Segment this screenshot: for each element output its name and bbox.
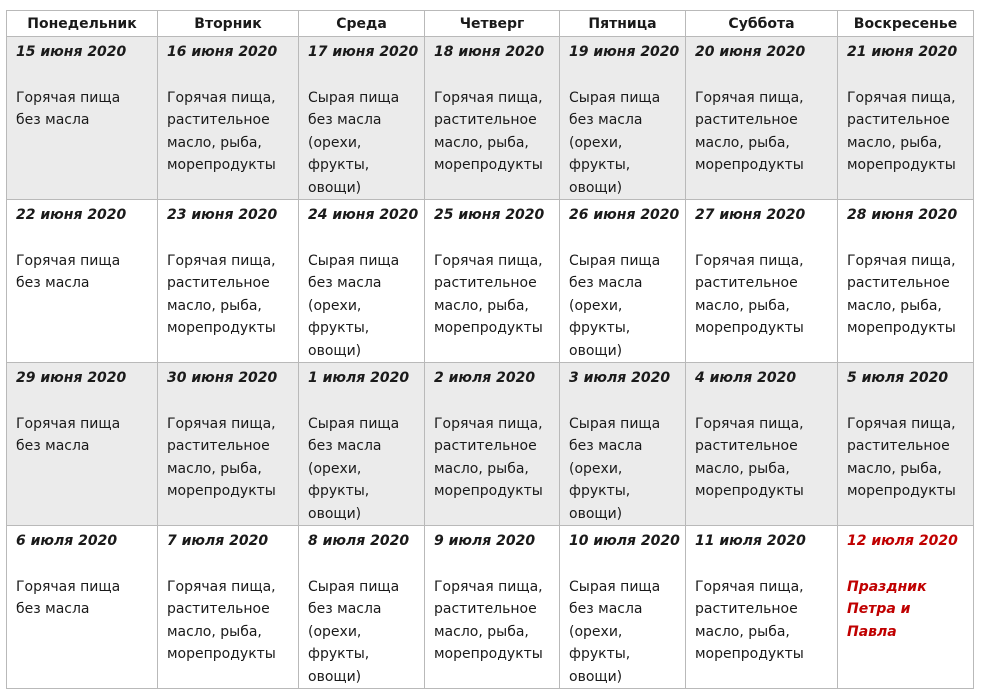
day-cell <box>158 37 299 200</box>
day-cell <box>158 363 299 526</box>
cell-food: Горячая пища, растительное масло, рыба, морепродукты <box>434 89 543 173</box>
day-cell <box>560 37 686 200</box>
day-cell <box>425 363 560 526</box>
cell-food: Горячая пища, растительное масло, рыба, морепродукты <box>695 89 804 173</box>
day-cell <box>686 526 838 689</box>
header-tuesday: Вторник <box>158 11 299 37</box>
cell-date: 28 июня 2020 <box>847 207 958 223</box>
cell-food: Горячая пища, растительное масло, рыба, морепродукты <box>167 89 276 173</box>
fasting-calendar-table <box>6 10 974 689</box>
weekday-header-row <box>7 11 974 37</box>
header-wednesday: Среда <box>299 11 425 37</box>
cell-date: 25 июня 2020 <box>434 207 545 223</box>
cell-food: Горячая пища, растительное масло, рыба, морепродукты <box>847 415 956 499</box>
cell-date: 23 июня 2020 <box>167 207 278 223</box>
week-row <box>7 37 974 200</box>
header-friday: Пятница <box>560 11 686 37</box>
day-cell <box>158 200 299 363</box>
header-sunday: Воскресенье <box>838 11 974 37</box>
cell-date: 9 июля 2020 <box>434 533 536 549</box>
cell-date: 11 июля 2020 <box>695 533 806 549</box>
cell-date: 18 июня 2020 <box>434 44 545 60</box>
day-cell <box>425 37 560 200</box>
cell-food: Горячая пища, растительное масло, рыба, морепродукты <box>847 89 956 173</box>
cell-food: Горячая пища, растительное масло, рыба, морепродукты <box>434 578 543 662</box>
day-cell <box>299 526 425 689</box>
cell-date: 24 июня 2020 <box>308 207 419 223</box>
cell-date: 20 июня 2020 <box>695 44 806 60</box>
cell-food: Горячая пища, растительное масло, рыба, морепродукты <box>167 578 276 662</box>
cell-date: 21 июня 2020 <box>847 44 958 60</box>
cell-food: Горячая пища, растительное масло, рыба, морепродукты <box>695 578 804 662</box>
cell-date: 10 июля 2020 <box>569 533 680 549</box>
holiday-label: Праздник Петра и Павла <box>847 578 927 640</box>
day-cell <box>7 37 158 200</box>
day-cell <box>686 200 838 363</box>
cell-date: 7 июля 2020 <box>167 533 269 549</box>
holiday-date: 12 июля 2020 <box>847 533 958 549</box>
cell-food: Сырая пища без масла (орехи, фрукты, овощи) <box>569 415 661 522</box>
day-cell <box>7 363 158 526</box>
cell-food: Горячая пища, растительное масло, рыба, морепродукты <box>167 252 276 336</box>
cell-food: Горячая пища, растительное масло, рыба, морепродукты <box>434 252 543 336</box>
day-cell <box>299 200 425 363</box>
cell-date: 15 июня 2020 <box>16 44 127 60</box>
day-cell <box>686 363 838 526</box>
cell-date: 26 июня 2020 <box>569 207 680 223</box>
day-cell <box>425 200 560 363</box>
day-cell <box>425 526 560 689</box>
cell-food: Горячая пища, растительное масло, рыба, морепродукты <box>167 415 276 499</box>
cell-food: Сырая пища без масла (орехи, фрукты, овощи) <box>569 89 661 196</box>
cell-date: 1 июля 2020 <box>308 370 410 386</box>
day-cell <box>838 200 974 363</box>
week-row <box>7 363 974 526</box>
cell-date: 4 июля 2020 <box>695 370 797 386</box>
cell-food: Сырая пища без масла (орехи, фрукты, овощи) <box>569 252 661 359</box>
cell-food: Горячая пища, растительное масло, рыба, морепродукты <box>695 252 804 336</box>
holiday-cell <box>838 526 974 689</box>
cell-date: 16 июня 2020 <box>167 44 278 60</box>
cell-date: 8 июля 2020 <box>308 533 410 549</box>
week-row <box>7 526 974 689</box>
cell-date: 17 июня 2020 <box>308 44 419 60</box>
day-cell <box>299 37 425 200</box>
header-saturday: Суббота <box>686 11 838 37</box>
cell-food: Сырая пища без масла (орехи, фрукты, овощи) <box>308 252 400 359</box>
cell-date: 3 июля 2020 <box>569 370 671 386</box>
day-cell <box>686 37 838 200</box>
cell-date: 29 июня 2020 <box>16 370 127 386</box>
cell-food: Сырая пища без масла (орехи, фрукты, овощи) <box>308 415 400 522</box>
cell-date: 6 июля 2020 <box>16 533 118 549</box>
week-row <box>7 200 974 363</box>
cell-date: 27 июня 2020 <box>695 207 806 223</box>
day-cell <box>299 363 425 526</box>
cell-food: Горячая пища, растительное масло, рыба, морепродукты <box>434 415 543 499</box>
day-cell <box>838 363 974 526</box>
cell-food: Горячая пища без масла <box>16 578 121 617</box>
cell-food: Горячая пища без масла <box>16 415 121 454</box>
cell-food: Сырая пища без масла (орехи, фрукты, овощи) <box>308 578 400 685</box>
cell-food: Горячая пища без масла <box>16 252 121 291</box>
day-cell <box>560 363 686 526</box>
cell-food: Горячая пища, растительное масло, рыба, морепродукты <box>847 252 956 336</box>
day-cell <box>560 526 686 689</box>
cell-food: Горячая пища без масла <box>16 89 121 128</box>
cell-date: 30 июня 2020 <box>167 370 278 386</box>
header-monday: Понедельник <box>7 11 158 37</box>
day-cell <box>560 200 686 363</box>
cell-food: Сырая пища без масла (орехи, фрукты, овощи) <box>308 89 400 196</box>
header-thursday: Четверг <box>425 11 560 37</box>
cell-date: 22 июня 2020 <box>16 207 127 223</box>
day-cell <box>7 200 158 363</box>
cell-date: 19 июня 2020 <box>569 44 680 60</box>
day-cell <box>838 37 974 200</box>
cell-date: 2 июля 2020 <box>434 370 536 386</box>
day-cell <box>7 526 158 689</box>
day-cell <box>158 526 299 689</box>
cell-food: Сырая пища без масла (орехи, фрукты, овощи) <box>569 578 661 685</box>
cell-food: Горячая пища, растительное масло, рыба, морепродукты <box>695 415 804 499</box>
cell-date: 5 июля 2020 <box>847 370 949 386</box>
